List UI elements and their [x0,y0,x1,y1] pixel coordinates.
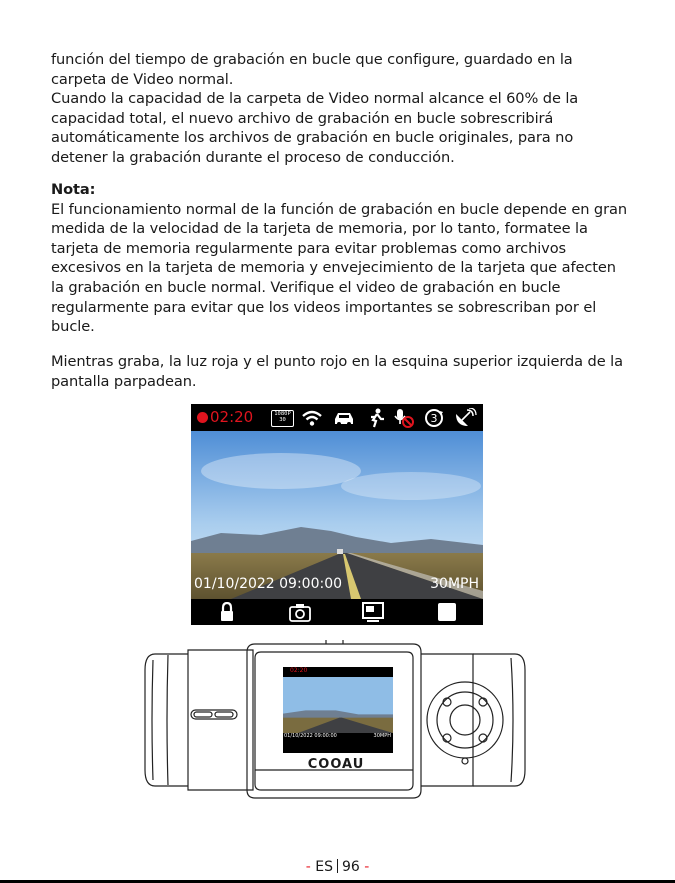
footer-separator [337,859,338,873]
resolution-value: 1080P [274,411,291,417]
device-screen-photo [283,677,393,733]
paragraph-3: Mientras graba, la luz roja y el punto rojo en la esquina superior izquierda de la pantalla parpadean. [51,353,623,390]
brand-logo: COOAU [307,757,365,772]
screen-switch-icon [362,602,384,622]
framerate-value: 30 [279,417,286,423]
car-icon [332,408,356,428]
recording-time: 02:20 [210,408,254,426]
footer-dash-right: - [364,859,370,875]
loop-recording-icon [423,408,445,428]
road-photo [191,431,483,599]
note-title: Nota: [51,181,96,198]
paragraph-1b: Cuando la capacidad de la carpeta de Video normal alcance el 60% de la capacidad total, el nuevo archivo de grabación en bucle sobrescribirá automáticamente los archivos de grabación en bucle originales, para no detener la grabación durante el proceso de conducción. [51,90,579,166]
recording-dot-icon [197,412,208,423]
loop-number: 3 [430,412,438,425]
resolution-icon [271,410,294,427]
mic-muted-icon [392,408,416,428]
page-footer [0,859,675,875]
body-paragraph-1 [51,50,631,168]
device-speed: 30MPH [373,733,391,739]
device-rec-time: 02:20 [290,667,308,674]
camera-icon [289,602,311,622]
note-block [51,180,631,337]
note-text: El funcionamiento normal de la función de grabación en bucle depende en gran medida de la velocidad de la tarjeta de memoria, por lo tanto, formatee la tarjeta de memoria regularmente para evitar problemas como archivos excesivos en la tarjeta de memoria y envejecimiento de la tarjeta que afecten la grabación en bucle normal. Verifique el video de grabación en bucle regularmente para evitar que los videos importantes se sobrescriban por el bucle. [51,200,627,336]
lock-icon [219,602,235,622]
device-screen [283,667,393,753]
speed-overlay: 30MPH [430,576,479,592]
menu-square-icon [437,602,457,622]
paragraph-1a: función del tiempo de grabación en bucle que configure, guardado en la carpeta de Video normal. [51,51,573,88]
wifi-icon [301,408,323,428]
footer-dash-left: - [305,859,311,875]
gps-satellite-icon [453,408,477,428]
dashcam-screen-image [191,404,483,625]
page-number: 96 [341,859,360,875]
motion-detection-icon [365,408,387,428]
body-paragraph-3 [51,352,631,391]
device-date-time: 01/10/2022 09:00:00 [284,733,337,739]
footer-language: ES [315,859,333,875]
date-time-overlay: 01/10/2022 09:00:00 [194,576,343,592]
